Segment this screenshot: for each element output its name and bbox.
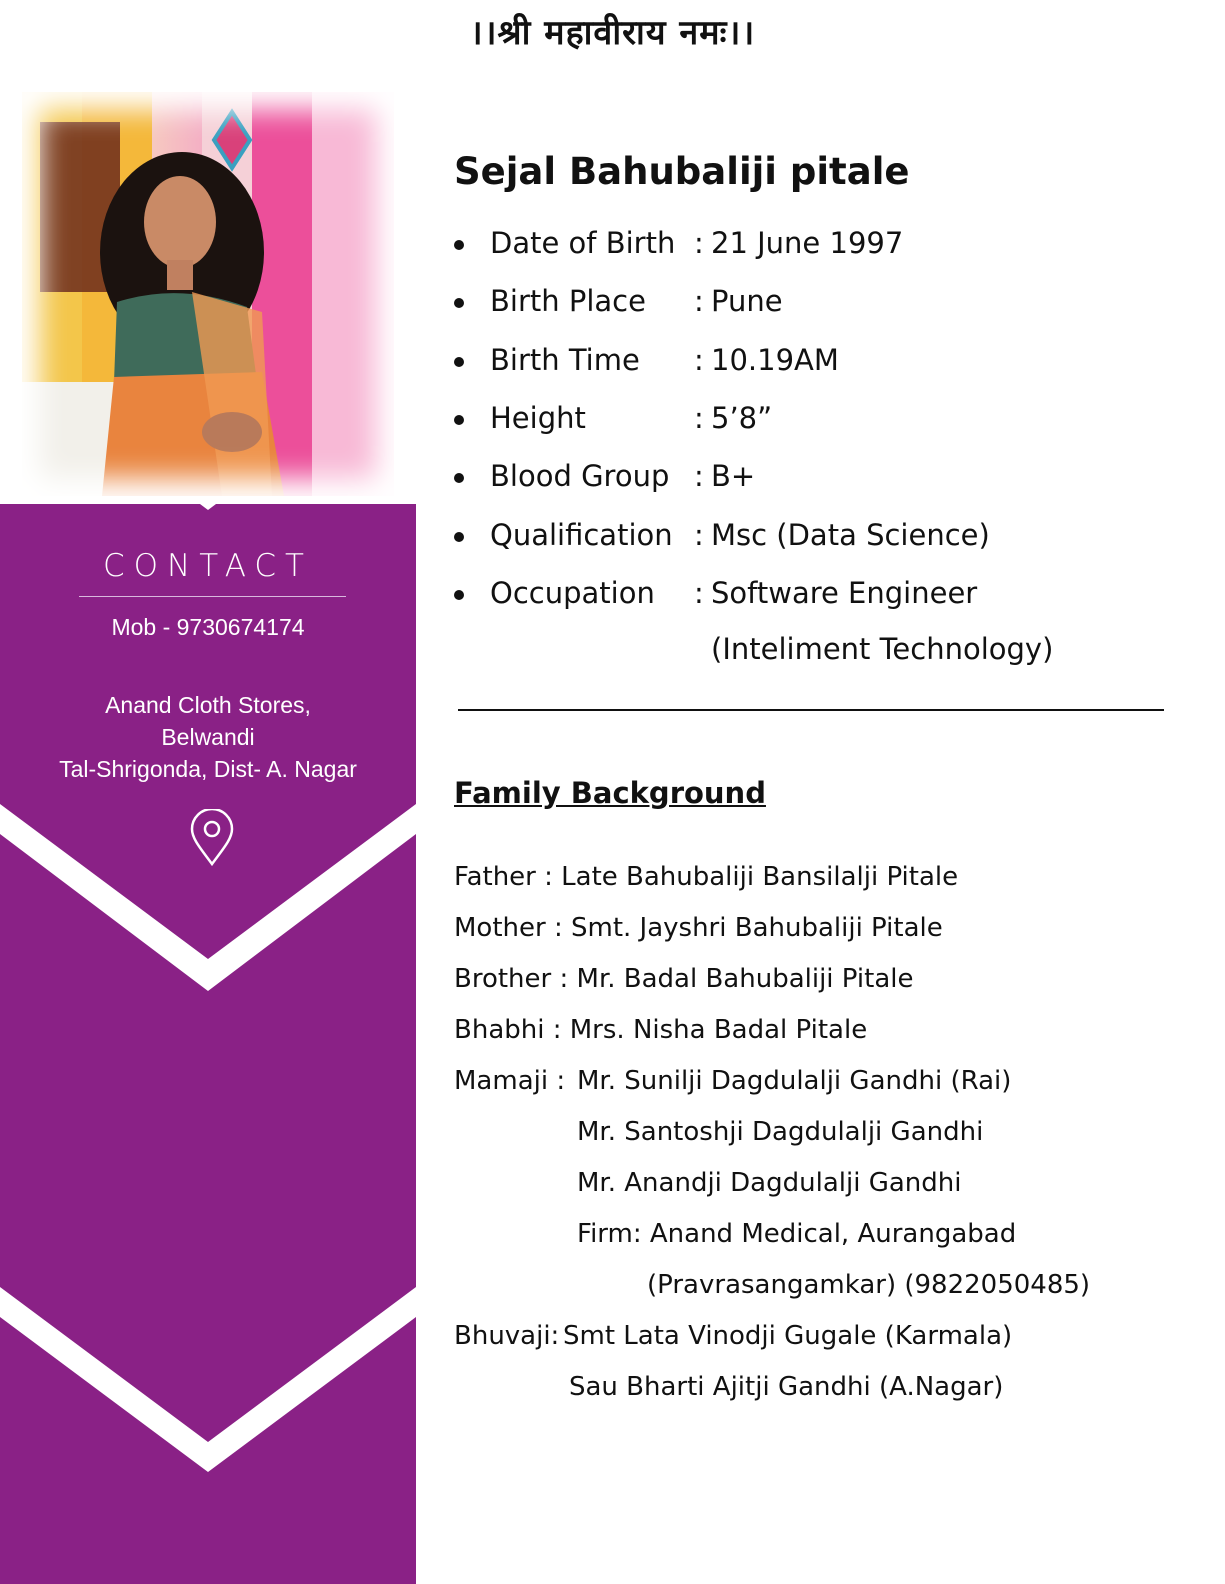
detail-value: Msc (Data Science) <box>711 518 990 552</box>
detail-value: (Inteliment Technology) <box>711 632 1054 666</box>
family-mamaji-label: Mamaji : <box>454 1066 566 1096</box>
profile-name: Sejal Bahubaliji pitale <box>454 150 910 193</box>
detail-separator: : <box>694 343 704 377</box>
detail-value: 10.19AM <box>711 343 839 377</box>
family-mamaji-firm-contact: (Pravrasangamkar) (9822050485) <box>647 1270 1091 1300</box>
family-mamaji-entry: Mr. Santoshji Dagdulalji Gandhi <box>577 1117 984 1147</box>
bullet-icon <box>454 532 464 542</box>
family-father: Father : Late Bahubaliji Bansilalji Pitale <box>454 862 959 892</box>
bullet-icon <box>454 298 464 308</box>
family-bhuvaji-entry: Smt Lata Vinodji Gugale (Karmala) <box>563 1321 1013 1351</box>
profile-photo <box>22 92 394 496</box>
detail-label: Height <box>490 401 586 435</box>
detail-label: Blood Group <box>490 459 670 493</box>
family-bhuvaji-label: Bhuvaji: <box>454 1321 560 1351</box>
family-mother: Mother : Smt. Jayshri Bahubaliji Pitale <box>454 913 943 943</box>
contact-address-line3: Tal-Shrigonda, Dist- A. Nagar <box>59 756 357 782</box>
invocation-heading: ।।श्री महावीराय नमः।। <box>469 13 756 53</box>
detail-separator: : <box>694 284 704 318</box>
family-section-title: Family Background <box>454 776 766 810</box>
contact-title: CONTACT <box>102 548 313 584</box>
family-bhabhi: Bhabhi : Mrs. Nisha Badal Pitale <box>454 1015 868 1045</box>
contact-panel <box>0 504 416 1584</box>
detail-value: B+ <box>711 459 756 493</box>
detail-label: Qualification <box>490 518 673 552</box>
contact-address-line1: Anand Cloth Stores, <box>105 692 311 718</box>
contact-divider <box>79 596 346 597</box>
section-divider <box>458 709 1164 711</box>
detail-separator: : <box>694 401 704 435</box>
detail-label: Birth Time <box>490 343 640 377</box>
detail-value: Pune <box>711 284 783 318</box>
detail-separator: : <box>694 226 704 260</box>
contact-address-line2: Belwandi <box>161 724 255 750</box>
map-pin-icon <box>189 809 235 867</box>
bullet-icon <box>454 357 464 367</box>
family-mamaji-entry: Mr. Sunilji Dagdulalji Gandhi (Rai) <box>577 1066 1012 1096</box>
detail-label: Occupation <box>490 576 655 610</box>
detail-value: Software Engineer <box>711 576 978 610</box>
bullet-icon <box>454 240 464 250</box>
family-mamaji-entry: Mr. Anandji Dagdulalji Gandhi <box>577 1168 962 1198</box>
detail-label: Birth Place <box>490 284 646 318</box>
detail-separator: : <box>694 459 704 493</box>
family-bhuvaji-entry: Sau Bharti Ajitji Gandhi (A.Nagar) <box>569 1372 1004 1402</box>
detail-separator: : <box>694 576 704 610</box>
detail-separator: : <box>694 518 704 552</box>
detail-label: Date of Birth <box>490 226 676 260</box>
bullet-icon <box>454 590 464 600</box>
detail-value: 21 June 1997 <box>711 226 904 260</box>
family-mamaji-entry: Firm: Anand Medical, Aurangabad <box>577 1219 1017 1249</box>
bullet-icon <box>454 473 464 483</box>
family-brother: Brother : Mr. Badal Bahubaliji Pitale <box>454 964 914 994</box>
detail-value: 5’8” <box>711 401 773 435</box>
contact-mobile: Mob - 9730674174 <box>111 614 305 640</box>
bullet-icon <box>454 415 464 425</box>
